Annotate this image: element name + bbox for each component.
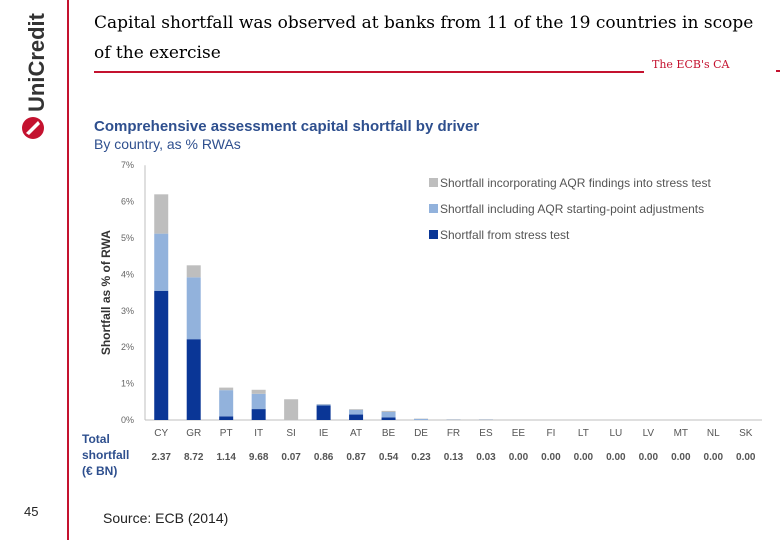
bar-segment [317, 405, 331, 420]
bar-segment [219, 388, 233, 391]
bar-segment [382, 412, 396, 417]
unicredit-logo [0, 0, 60, 160]
legend-label: Shortfall from stress test [440, 228, 570, 242]
total-row-label: Total [82, 432, 110, 446]
bar-segment [382, 411, 396, 412]
x-tick-label: IT [254, 428, 264, 439]
x-tick-label: AT [350, 428, 363, 439]
bar-segment [154, 234, 168, 291]
shortfall-chart [70, 110, 770, 500]
x-tick-label: EE [511, 428, 526, 439]
bar-segment [187, 339, 201, 420]
total-value: 0.00 [606, 452, 626, 463]
bar-segment [382, 417, 396, 420]
x-tick-label: SI [286, 428, 296, 439]
bar-segment [154, 194, 168, 233]
title-underline [94, 71, 644, 73]
title-underline-end [776, 70, 780, 72]
total-value: 0.54 [378, 452, 399, 463]
bar-segment [187, 277, 201, 339]
y-tick-label: 2% [120, 342, 134, 353]
x-tick-label: DE [414, 428, 428, 439]
bar-segment [349, 409, 363, 410]
slide-title: Capital shortfall was observed at banks from 11 of the 19 countries in scope of the exercise [94, 13, 754, 63]
legend-swatch [429, 230, 438, 239]
total-value: 0.00 [541, 452, 561, 463]
x-tick-label: LT [577, 428, 589, 439]
bar-segment [252, 394, 266, 409]
total-value: 2.37 [151, 452, 171, 463]
x-tick-label: SK [739, 428, 753, 439]
total-value: 0.87 [346, 452, 366, 463]
bar-segment [187, 265, 201, 277]
x-tick-label: BE [381, 428, 396, 439]
x-tick-label: PT [219, 428, 233, 439]
sidebar-divider [67, 0, 69, 540]
legend-label: Shortfall including AQR starting-point adjustments [440, 202, 705, 216]
y-tick-label: 7% [120, 160, 134, 171]
legend-swatch [429, 178, 438, 187]
x-tick-label: FI [546, 428, 556, 439]
chart-title: Comprehensive assessment capital shortfall by driver [94, 118, 480, 135]
total-value: 0.00 [736, 452, 756, 463]
total-value: 0.00 [638, 452, 659, 463]
total-value: 0.00 [703, 452, 724, 463]
total-row-label: (€ BN) [82, 464, 118, 478]
page-number: 45 [24, 504, 39, 519]
x-tick-label: NL [706, 428, 720, 439]
bar-segment [414, 419, 428, 420]
bar-segment [219, 390, 233, 416]
source-note: Source: ECB (2014) [103, 510, 229, 526]
total-value: 0.00 [573, 452, 594, 463]
bar-segment [349, 410, 363, 415]
x-tick-label: LU [609, 428, 623, 439]
total-value: 0.00 [508, 452, 529, 463]
y-tick-label: 6% [120, 196, 134, 207]
x-tick-label: MT [673, 428, 689, 439]
brand-wordmark: UniCredit [24, 13, 49, 112]
legend-swatch [429, 204, 438, 213]
total-value: 1.14 [216, 452, 236, 463]
total-value: 0.03 [476, 452, 496, 463]
x-tick-label: CY [154, 428, 169, 439]
total-value: 8.72 [183, 452, 204, 463]
section-tag: The ECB's CA [652, 58, 730, 71]
legend-label: Shortfall incorporating AQR findings into stress test [440, 176, 711, 190]
bar-segment [317, 404, 331, 405]
chart-subtitle: By country, as % RWAs [94, 136, 241, 152]
bar-segment [154, 291, 168, 420]
y-tick-label: 4% [120, 269, 134, 280]
x-tick-label: LV [642, 428, 655, 439]
bar-segment [219, 416, 233, 420]
bar-segment [284, 399, 298, 420]
total-value: 9.68 [248, 452, 269, 463]
x-tick-label: IE [318, 428, 329, 439]
y-tick-label: 5% [120, 233, 134, 243]
bar-segment [252, 390, 266, 394]
x-tick-label: GR [186, 428, 202, 439]
total-value: 0.07 [281, 452, 301, 463]
total-value: 0.86 [313, 452, 334, 463]
x-tick-label: FR [446, 428, 461, 439]
total-value: 0.13 [443, 452, 464, 463]
total-value: 0.00 [671, 452, 691, 463]
y-tick-label: 3% [120, 305, 134, 316]
y-axis-title: Shortfall as % of RWA [99, 230, 113, 356]
bar-segment [349, 415, 363, 420]
total-value: 0.23 [411, 452, 431, 463]
total-row-label: shortfall [82, 448, 130, 462]
x-tick-label: ES [479, 428, 493, 439]
bar-segment [252, 409, 266, 420]
y-tick-label: 0% [120, 415, 134, 425]
y-tick-label: 1% [120, 378, 134, 389]
